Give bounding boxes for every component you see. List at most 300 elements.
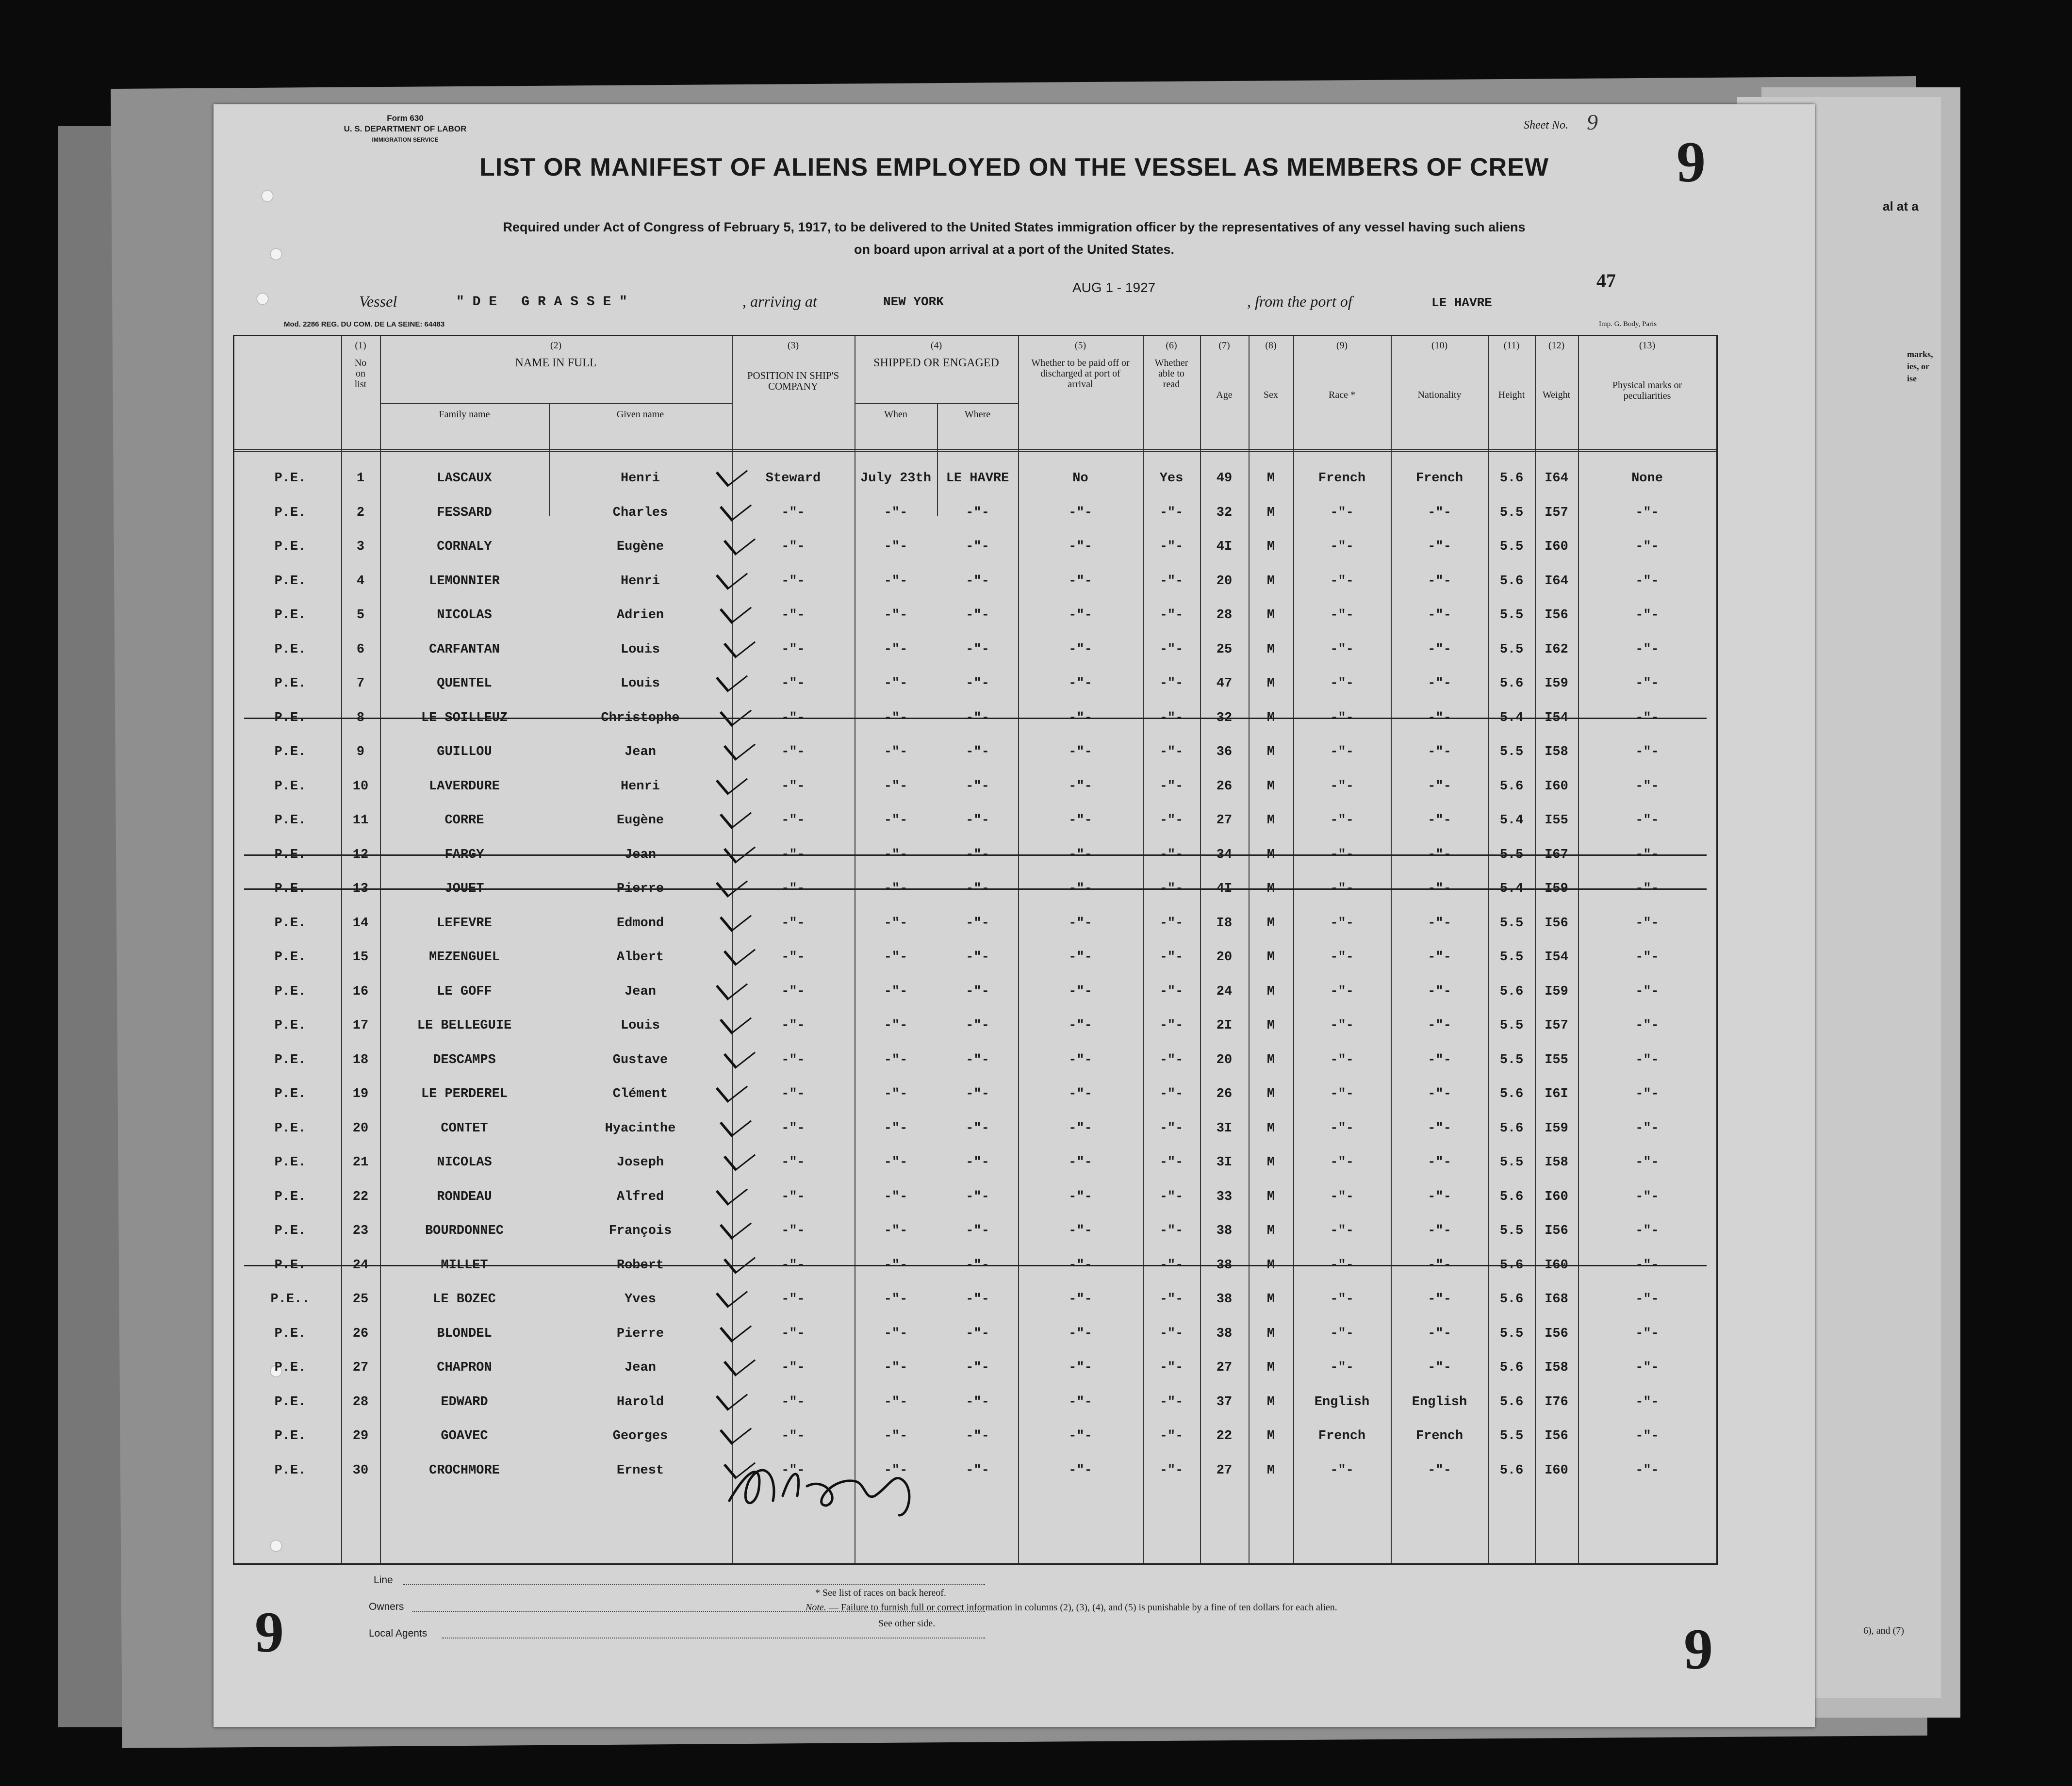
cell-when: -"- (884, 1189, 908, 1204)
cell-position: -"- (781, 1394, 805, 1409)
cell-weight: I55 (1545, 813, 1568, 828)
cell-weight: I60 (1545, 779, 1568, 794)
form-number: Form 630 (387, 114, 424, 123)
cell-paid: -"- (1069, 710, 1092, 725)
cell-age: 26 (1216, 1087, 1233, 1101)
cell-given: Christophe (601, 710, 680, 725)
cell-age: 34 (1216, 847, 1233, 862)
cell-no: 9 (356, 745, 365, 759)
cell-pe: P.E. (274, 608, 306, 623)
subtitle-line-1: Required under Act of Congress of February 5, 1917, to be delivered to the United States immigration officer by the representatives of any vessel having such aliens (503, 220, 1526, 234)
table-row (234, 663, 1716, 697)
table-row (234, 1381, 1716, 1416)
subtitle-line-2: on board upon arrival at a port of the United States. (854, 242, 1175, 257)
cell-paid: -"- (1069, 1360, 1092, 1375)
cell-paid: -"- (1069, 1018, 1092, 1033)
cell-no: 13 (352, 882, 369, 896)
cell-paid: -"- (1069, 882, 1092, 896)
cell-read: -"- (1159, 882, 1184, 896)
cell-race: -"- (1330, 505, 1354, 520)
cell-weight: I58 (1545, 1360, 1568, 1375)
cell-age: 25 (1216, 642, 1233, 657)
cell-race: -"- (1330, 984, 1354, 999)
cell-family: GOAVEC (441, 1429, 488, 1443)
cell-read: -"- (1159, 779, 1184, 794)
cell-nat: -"- (1428, 573, 1451, 589)
cell-race: -"- (1330, 779, 1354, 794)
cell-marks: -"- (1635, 1258, 1659, 1273)
cell-where: -"- (966, 882, 989, 896)
cell-given: Eugène (616, 813, 664, 828)
cell-sex: M (1266, 1429, 1275, 1443)
cell-race: -"- (1330, 1155, 1354, 1170)
cell-position: -"- (781, 1258, 805, 1273)
cell-when: -"- (884, 642, 908, 657)
cell-sex: M (1266, 1155, 1275, 1170)
cell-sex: M (1266, 1360, 1275, 1375)
cell-no: 30 (352, 1463, 369, 1478)
cell-weight: I60 (1545, 540, 1568, 554)
table-row (234, 868, 1716, 902)
cell-nat: -"- (1428, 1155, 1451, 1170)
cell-weight: I64 (1545, 471, 1568, 486)
cell-pe: P.E. (274, 950, 306, 965)
cell-race: -"- (1330, 882, 1354, 896)
cell-height: 5.4 (1499, 882, 1524, 896)
note-label: Note. (806, 1602, 826, 1613)
cell-race: -"- (1330, 540, 1354, 554)
cell-paid: -"- (1069, 1258, 1092, 1273)
cell-paid: -"- (1069, 608, 1092, 623)
cell-nat: -"- (1428, 642, 1451, 657)
service: IMMIGRATION SERVICE (372, 136, 439, 143)
cell-sex: M (1266, 505, 1275, 520)
cell-read: -"- (1159, 1292, 1184, 1307)
cell-age: 38 (1216, 1326, 1233, 1341)
cell-weight: I58 (1545, 745, 1568, 759)
cell-age: 27 (1216, 1360, 1233, 1375)
cell-position: -"- (781, 1121, 805, 1136)
table-row (234, 458, 1716, 492)
cell-paid: -"- (1069, 540, 1092, 554)
cell-race: -"- (1330, 1360, 1354, 1375)
cell-pe: P.E. (274, 1394, 306, 1409)
header-col-2: (2) NAME IN FULL (515, 340, 597, 369)
cell-marks: -"- (1635, 1224, 1659, 1238)
cell-sex: M (1266, 1394, 1275, 1409)
cell-nat: -"- (1428, 505, 1451, 520)
header-family-name: Family name (439, 409, 490, 420)
table-row (234, 1278, 1716, 1313)
cell-where: -"- (966, 642, 989, 657)
cell-when: -"- (884, 573, 908, 589)
cell-family: LE GOFF (437, 984, 492, 999)
cell-age: 22 (1216, 1429, 1233, 1443)
cell-family: MILLET (441, 1258, 488, 1273)
cell-given: Alfred (616, 1189, 664, 1204)
cell-position: -"- (781, 984, 805, 999)
cell-position: -"- (781, 1018, 805, 1033)
cell-when: -"- (884, 950, 908, 965)
cell-pe: P.E. (274, 1155, 306, 1170)
cell-sex: M (1266, 676, 1275, 691)
cell-race: -"- (1330, 1292, 1354, 1307)
header-col-8: (8) Sex (1264, 340, 1278, 400)
page-title: LIST OR MANIFEST OF ALIENS EMPLOYED ON THE VESSEL AS MEMBERS OF CREW (479, 153, 1549, 181)
cell-race: -"- (1330, 1189, 1354, 1204)
cell-sex: M (1266, 540, 1275, 554)
cell-race: -"- (1330, 1224, 1354, 1238)
cell-pe: P.E. (274, 1429, 306, 1443)
cell-marks: -"- (1635, 950, 1659, 965)
cell-family: CARFANTAN (429, 642, 500, 657)
cell-weight: I68 (1545, 1292, 1568, 1307)
cell-height: 5.5 (1499, 642, 1524, 657)
cell-given: Charles (612, 505, 668, 520)
cell-height: 5.5 (1499, 950, 1524, 965)
cell-sex: M (1266, 573, 1275, 589)
cell-height: 5.5 (1499, 1429, 1524, 1443)
cell-sex: M (1266, 471, 1275, 486)
cell-weight: I60 (1545, 1463, 1568, 1478)
cell-height: 5.6 (1499, 471, 1524, 486)
header-col-6: (6) Whether able to read (1154, 340, 1188, 390)
strikethrough-line (244, 718, 1707, 719)
table-row (234, 834, 1716, 868)
cell-nat: -"- (1428, 1224, 1451, 1238)
cell-read: -"- (1159, 505, 1184, 520)
cell-pe: P.E. (274, 573, 306, 589)
cell-nat: -"- (1428, 540, 1451, 554)
cell-no: 20 (352, 1121, 369, 1136)
cell-given: Jean (625, 1360, 656, 1375)
cell-family: FESSARD (437, 505, 492, 520)
subtitle (311, 216, 1718, 261)
cell-sex: M (1266, 710, 1275, 725)
cell-family: LE SOILLEUZ (421, 710, 508, 725)
table-row (234, 1210, 1716, 1245)
cell-position: -"- (781, 1052, 805, 1067)
table-row (234, 902, 1716, 937)
cell-marks: -"- (1635, 984, 1659, 999)
cell-weight: I56 (1545, 1224, 1568, 1238)
form-header (296, 113, 514, 145)
cell-no: 7 (356, 676, 365, 691)
punch-hole (262, 191, 273, 201)
cell-pe: P.E. (274, 779, 306, 794)
cell-read: -"- (1159, 984, 1184, 999)
cell-when: -"- (884, 710, 908, 725)
punch-hole (271, 249, 281, 260)
cell-race: -"- (1330, 745, 1354, 759)
cell-weight: I55 (1545, 1052, 1568, 1067)
cell-height: 5.6 (1499, 1189, 1524, 1204)
cell-no: 27 (352, 1360, 369, 1375)
cell-given: Jean (625, 847, 656, 862)
cell-no: 8 (356, 710, 365, 725)
cell-when: -"- (884, 813, 908, 828)
cell-where: -"- (966, 1394, 989, 1409)
cell-weight: I57 (1545, 1018, 1568, 1033)
cell-position: -"- (781, 710, 805, 725)
cell-race: English (1314, 1394, 1370, 1409)
cell-height: 5.4 (1499, 813, 1524, 828)
cell-age: I8 (1216, 916, 1233, 931)
cell-no: 22 (352, 1189, 369, 1204)
cell-when: -"- (884, 676, 908, 691)
header-col-3: (3) POSITION IN SHIP'S COMPANY (747, 340, 839, 392)
header-col-11: (11) Height (1498, 340, 1525, 400)
cell-no: 16 (352, 984, 369, 999)
cell-no: 3 (356, 540, 365, 554)
cell-sex: M (1266, 1224, 1275, 1238)
cell-position: -"- (781, 882, 805, 896)
cell-age: 47 (1216, 676, 1233, 691)
cell-race: French (1318, 471, 1366, 486)
cell-sex: M (1266, 1018, 1275, 1033)
header-col-4: (4) SHIPPED OR ENGAGED (873, 340, 999, 369)
cell-paid: -"- (1069, 676, 1092, 691)
table-row (234, 1450, 1716, 1484)
cell-where: -"- (966, 1087, 989, 1101)
cell-nat: -"- (1428, 1360, 1451, 1375)
cell-paid: -"- (1069, 1121, 1092, 1136)
cell-where: -"- (966, 1292, 989, 1307)
cell-read: -"- (1159, 813, 1184, 828)
cell-where: -"- (966, 813, 989, 828)
cell-when: -"- (884, 984, 908, 999)
cell-when: -"- (884, 1224, 908, 1238)
cell-position: -"- (781, 916, 805, 931)
cell-nat: -"- (1428, 916, 1451, 931)
header-col-13: (13) Physical marks or peculiarities (1612, 340, 1682, 401)
printer-imprint: Imp. G. Body, Paris (1599, 320, 1657, 328)
cell-nat: -"- (1428, 813, 1451, 828)
cell-given: Clément (612, 1087, 668, 1101)
cell-weight: I60 (1545, 1258, 1568, 1273)
cell-family: GUILLOU (437, 745, 492, 759)
cell-where: -"- (966, 779, 989, 794)
cell-given: Hyacinthe (605, 1121, 676, 1136)
cell-nat: -"- (1428, 1292, 1451, 1307)
cell-paid: -"- (1069, 1189, 1092, 1204)
cell-pe: P.E. (274, 1360, 306, 1375)
footer-owners-label: Owners (369, 1601, 404, 1612)
cell-sex: M (1266, 779, 1275, 794)
cell-paid: No (1072, 471, 1088, 486)
cell-family: CROCHMORE (429, 1463, 500, 1478)
cell-height: 5.5 (1499, 847, 1524, 862)
arriving-port: NEW YORK (883, 295, 944, 309)
cell-no: 24 (352, 1258, 369, 1273)
cell-pe: P.E. (274, 745, 306, 759)
cell-family: CORNALY (437, 540, 492, 554)
cell-height: 5.6 (1499, 779, 1524, 794)
header-col-5: (5) Whether to be paid off or discharged at port of arrival (1031, 340, 1130, 390)
cell-nat: -"- (1428, 710, 1451, 725)
cell-given: Robert (616, 1258, 664, 1273)
header-col-10: (10) Nationality (1417, 340, 1462, 400)
table-row (234, 1313, 1716, 1347)
cell-read: -"- (1159, 1326, 1184, 1341)
cell-when: -"- (884, 1155, 908, 1170)
cell-marks: -"- (1635, 642, 1659, 657)
cell-family: LE PERDEREL (421, 1087, 508, 1101)
cell-when: -"- (884, 540, 908, 554)
cell-paid: -"- (1069, 1155, 1092, 1170)
cell-where: -"- (966, 1326, 989, 1341)
cell-age: 20 (1216, 950, 1233, 965)
cell-pe: P.E. (274, 882, 306, 896)
cell-sex: M (1266, 813, 1275, 828)
cell-marks: -"- (1635, 779, 1659, 794)
cell-family: LE BOZEC (433, 1292, 496, 1307)
cell-paid: -"- (1069, 745, 1092, 759)
cell-given: Henri (620, 471, 660, 486)
header-col-9: (9) Race * (1329, 340, 1355, 400)
cell-position: -"- (781, 1326, 805, 1341)
cell-nat: -"- (1428, 1189, 1451, 1204)
cell-age: 38 (1216, 1292, 1233, 1307)
cell-pe: P.E. (274, 984, 306, 999)
cell-weight: I59 (1545, 882, 1568, 896)
cell-family: LEFEVRE (437, 916, 492, 931)
cell-no: 23 (352, 1224, 369, 1238)
cell-no: 25 (352, 1292, 369, 1307)
cell-sex: M (1266, 1463, 1275, 1478)
cell-marks: -"- (1635, 1326, 1659, 1341)
cell-where: -"- (966, 608, 989, 623)
cell-paid: -"- (1069, 1463, 1092, 1478)
cell-nat: -"- (1428, 1087, 1451, 1101)
cell-position: -"- (781, 950, 805, 965)
cell-where: LE HAVRE (946, 471, 1009, 486)
cell-family: FARGY (444, 847, 484, 862)
table-row (234, 492, 1716, 526)
cell-given: Henri (620, 779, 660, 794)
cell-family: BOURDONNEC (425, 1224, 504, 1238)
cell-no: 11 (352, 813, 369, 828)
cell-paid: -"- (1069, 1224, 1092, 1238)
cell-marks: -"- (1635, 916, 1659, 931)
table-row (234, 936, 1716, 971)
cell-where: -"- (966, 745, 989, 759)
cell-race: -"- (1330, 1018, 1354, 1033)
cell-read: -"- (1159, 745, 1184, 759)
cell-marks: None (1631, 471, 1663, 486)
cell-position: -"- (781, 1087, 805, 1101)
cell-nat: -"- (1428, 1121, 1451, 1136)
header-given-name: Given name (616, 409, 664, 420)
corner-number-right: 9 (1684, 1617, 1713, 1681)
cell-when: -"- (884, 882, 908, 896)
cell-pe: P.E. (274, 471, 306, 486)
cell-where: -"- (966, 676, 989, 691)
cell-given: Louis (620, 1018, 660, 1033)
cell-position: -"- (781, 608, 805, 623)
cell-when: -"- (884, 847, 908, 862)
cell-position: -"- (781, 540, 805, 554)
cell-position: -"- (781, 1155, 805, 1170)
cell-pe: P.E. (274, 676, 306, 691)
cell-height: 5.5 (1499, 745, 1524, 759)
cell-age: 33 (1216, 1189, 1233, 1204)
cell-when: -"- (884, 1258, 908, 1273)
cell-read: -"- (1159, 1394, 1184, 1409)
cell-marks: -"- (1635, 745, 1659, 759)
cell-sex: M (1266, 608, 1275, 623)
cell-no: 1 (356, 471, 365, 486)
cell-height: 5.5 (1499, 1052, 1524, 1067)
cell-family: LE BELLEGUIE (417, 1018, 512, 1033)
cell-no: 5 (356, 608, 365, 623)
cell-nat: -"- (1428, 608, 1451, 623)
cell-height: 5.6 (1499, 1360, 1524, 1375)
cell-read: -"- (1159, 608, 1184, 623)
cell-marks: -"- (1635, 676, 1659, 691)
voyage-line (359, 293, 397, 311)
cell-given: François (608, 1224, 672, 1238)
strikethrough-line (244, 1265, 1707, 1266)
header-col-7: (7) Age (1216, 340, 1233, 400)
cell-pe: P.E. (274, 847, 306, 862)
cell-nat: -"- (1428, 779, 1451, 794)
cell-age: 4I (1216, 540, 1233, 554)
cell-family: DESCAMPS (433, 1052, 496, 1067)
cell-position: -"- (781, 1463, 805, 1478)
cell-pe: P.E. (274, 540, 306, 554)
cell-where: -"- (966, 505, 989, 520)
cell-sex: M (1266, 642, 1275, 657)
cell-paid: -"- (1069, 505, 1092, 520)
cell-height: 5.6 (1499, 1394, 1524, 1409)
footer-line-label: Line (374, 1574, 393, 1586)
cell-weight: I54 (1545, 710, 1568, 725)
cell-read: -"- (1159, 573, 1184, 589)
cell-race: -"- (1330, 916, 1354, 931)
cell-given: Louis (620, 676, 660, 691)
cell-paid: -"- (1069, 1429, 1092, 1443)
cell-nat: -"- (1428, 950, 1451, 965)
cell-where: -"- (966, 540, 989, 554)
cell-marks: -"- (1635, 505, 1659, 520)
cell-given: Eugène (616, 540, 664, 554)
cell-when: -"- (884, 916, 908, 931)
cell-age: 20 (1216, 1052, 1233, 1067)
cell-race: -"- (1330, 1121, 1354, 1136)
cell-marks: -"- (1635, 608, 1659, 623)
cell-paid: -"- (1069, 1087, 1092, 1101)
cell-marks: -"- (1635, 1360, 1659, 1375)
cell-where: -"- (966, 1360, 989, 1375)
cell-family: MEZENGUEL (429, 950, 500, 965)
cell-sex: M (1266, 745, 1275, 759)
cell-family: JOUET (444, 882, 484, 896)
cell-position: Steward (765, 471, 821, 486)
table-row (234, 629, 1716, 663)
cell-weight: I59 (1545, 676, 1568, 691)
cell-marks: -"- (1635, 1292, 1659, 1307)
cell-no: 17 (352, 1018, 369, 1033)
cell-no: 4 (356, 573, 365, 589)
margin-fragment: ise (1907, 374, 1917, 383)
note-text: — Failure to furnish full or correct information in columns (2), (3), (4), and (5) is punishable by a fine of ten dollars for each alien. (826, 1602, 1337, 1613)
table-row (234, 800, 1716, 834)
cell-no: 15 (352, 950, 369, 965)
cell-given: Ernest (616, 1463, 664, 1478)
cell-given: Gustave (612, 1052, 668, 1067)
cell-paid: -"- (1069, 1326, 1092, 1341)
